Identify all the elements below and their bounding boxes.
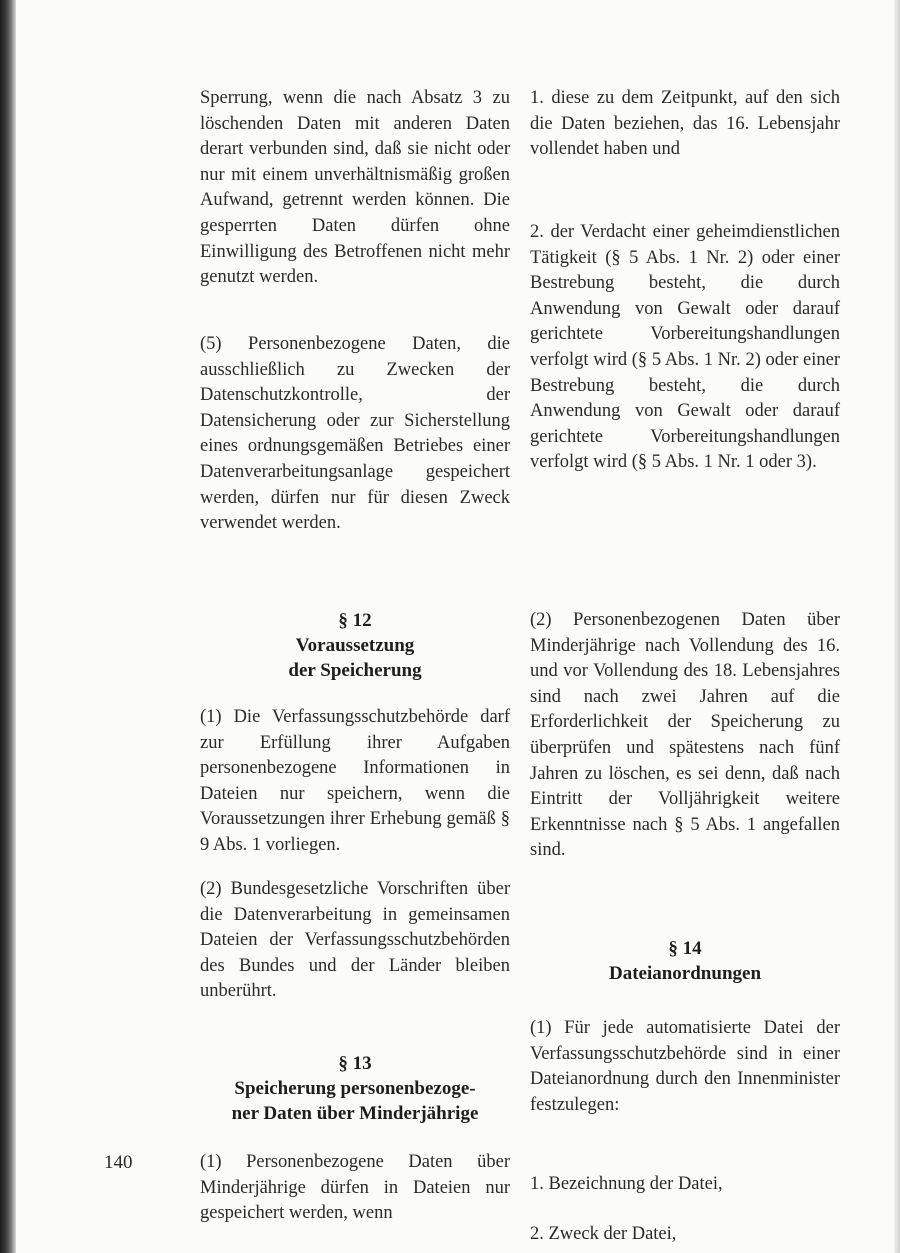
section-13-heading: [200, 1051, 510, 1126]
page-number: 140: [104, 1152, 133, 1173]
paragraph-12-2: (2) Bundesgesetzliche Vorschriften über die Datenverarbeitung in gemeinsamen Dateien der Verfassungsschutzbehörden des Bundes und der Länder bleiben unberührt.: [200, 879, 510, 1002]
section-13-title-line1: Speicherung personenbezoge-: [234, 1078, 476, 1099]
right-column: [530, 86, 840, 1247]
page-edge: [894, 0, 900, 1253]
section-12-heading: [200, 608, 510, 683]
section-12-title-line1: Voraussetzung: [295, 635, 415, 656]
section-13-title-line2: ner Daten über Minderjährige: [231, 1103, 479, 1124]
section-14-heading: [530, 936, 840, 986]
left-column: [200, 86, 510, 1227]
paragraph-5: (5) Personenbezogene Daten, die ausschließlich zu Zwecken der Datenschutzkontrolle, der Datensicherung oder zur Sicherstellung eines ordnungsgemäßen Betriebes einer Datenverarbeitungsanlage gespeichert werden, dürfen nur für diesen Zweck verwendet werden.: [200, 334, 510, 534]
list-item-1: 1. diese zu dem Zeitpunkt, auf den sich die Daten beziehen, das 16. Lebensjahr vollendet haben und: [530, 88, 840, 160]
list-item-bezeichnung: 1. Bezeichnung der Datei,: [530, 1174, 723, 1194]
list-item-2: 2. der Verdacht einer geheimdienstlichen Tätigkeit (§ 5 Abs. 1 Nr. 2) oder einer Bestrebung besteht, die durch Anwendung von Gewalt oder darauf gerichtete Vorbereitungshandlungen verfolgt wird (§ 5 Abs. 1 Nr. 2) oder einer Bestrebung besteht, die durch Anwendung von Gewalt oder darauf gerichtete Vorbereitungshandlungen verfolgt wird (§ 5 Abs. 1 Nr. 1 oder 3).: [530, 222, 840, 473]
paragraph-14-1: (1) Für jede automatisierte Datei der Verfassungsschutzbehörde sind in einer Dateianordnung durch den Innenminister festzulegen:: [530, 1018, 840, 1115]
section-12-number: § 12: [338, 610, 372, 631]
paragraph-12-1: (1) Die Verfassungsschutzbehörde darf zur Erfüllung ihrer Aufgaben personenbezogene Informationen in Dateien nur speichern, wenn die Voraussetzungen ihrer Erhebung gemäß § 9 Abs. 1 vorliegen.: [200, 707, 510, 855]
section-12-title-line2: der Speicherung: [288, 660, 422, 681]
paragraph-sperrung: Sperrung, wenn die nach Absatz 3 zu löschenden Daten mit anderen Daten derart verbunden sind, daß sie nicht oder nur mit einem unverhältnismäßig großen Aufwand, getrennt werden können. Die gesperrten Daten dürfen ohne Einwilligung des Betroffenen nicht mehr genutzt werden.: [200, 88, 510, 288]
paragraph-13-2: (2) Personenbezogenen Daten über Minderjährige nach Vollendung des 16. und vor Vollendung des 18. Lebensjahres sind nach zwei Jahren auf die Erforderlichkeit der Speicherung zu überprüfen und spätestens nach fünf Jahren zu löschen, es sei denn, daß nach Eintritt der Volljährigkeit weitere Erkenntnisse nach § 5 Abs. 1 angefallen sind.: [530, 610, 840, 861]
section-14-number: § 14: [668, 938, 702, 959]
section-14-title: Dateianordnungen: [608, 963, 762, 984]
section-13-number: § 13: [338, 1053, 372, 1074]
page-binding-shadow: [0, 0, 16, 1253]
paragraph-13-1: (1) Personenbezogene Daten über Minderjährige dürfen in Dateien nur gespeichert werden, wenn: [200, 1152, 510, 1224]
list-item-zweck: 2. Zweck der Datei,: [530, 1223, 677, 1244]
